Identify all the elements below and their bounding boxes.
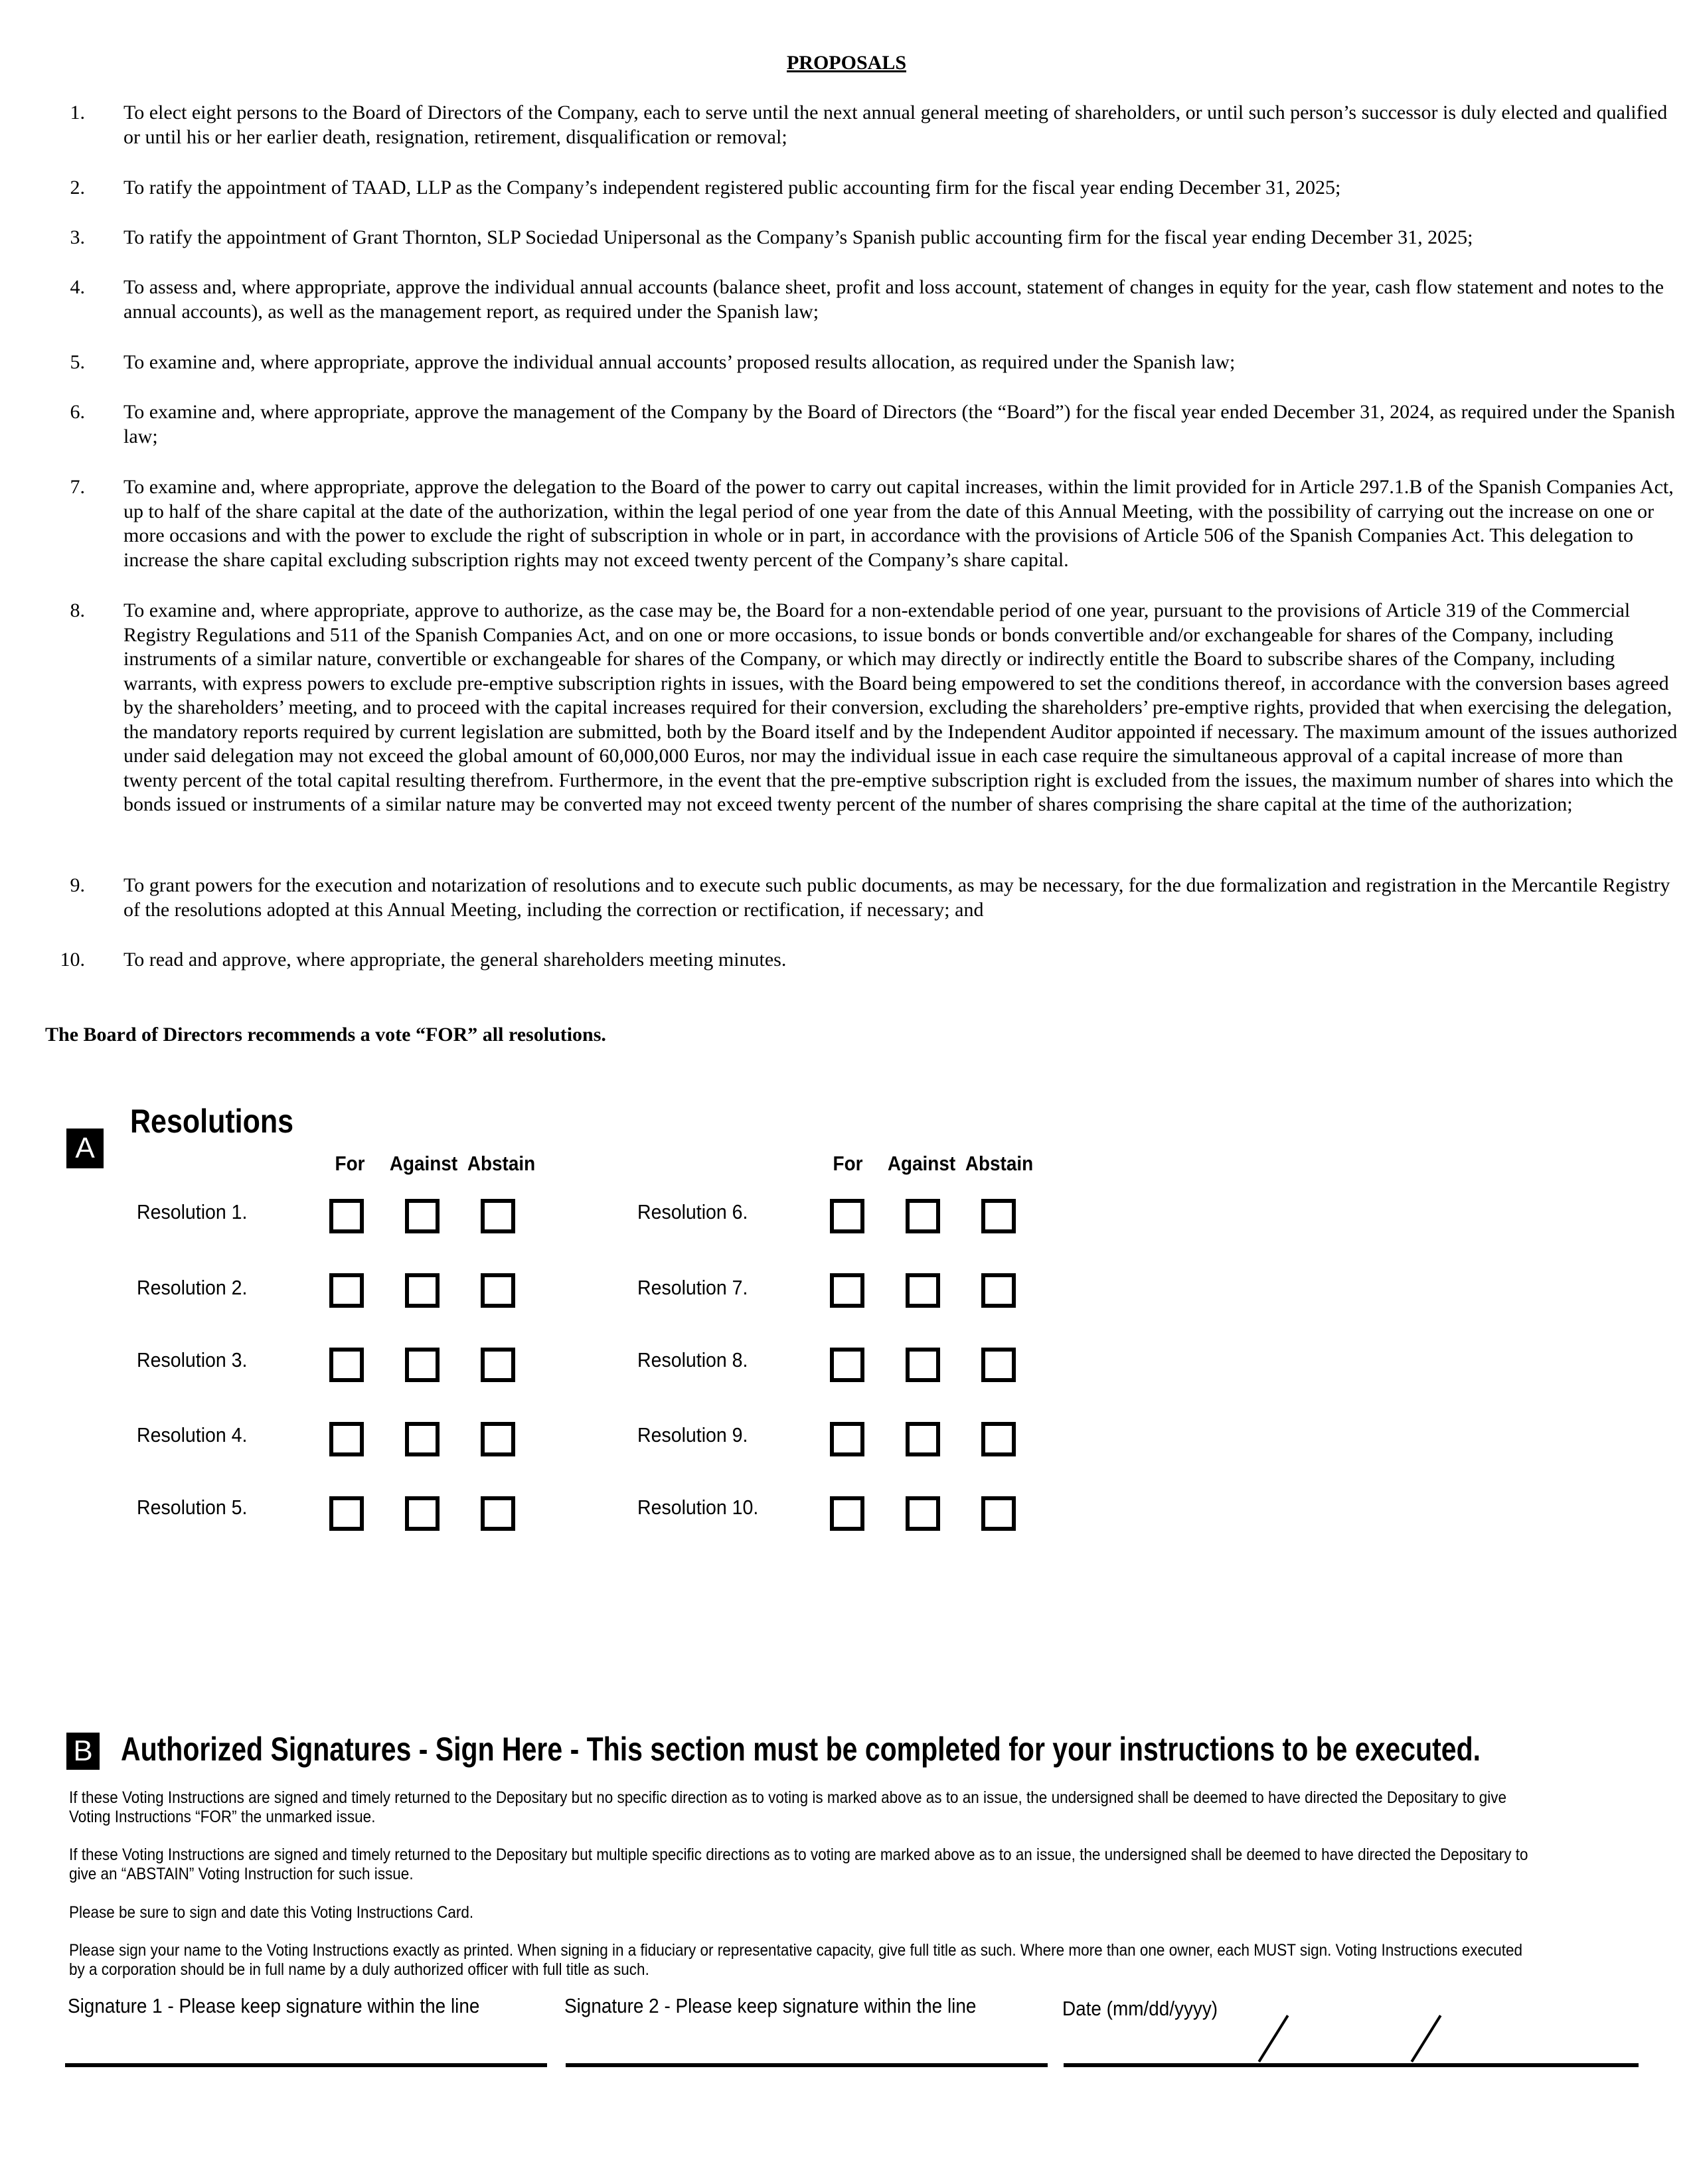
board-recommendation: The Board of Directors recommends a vote “FOR” all resolutions.	[45, 1024, 606, 1046]
instruction-note	[69, 1788, 1623, 1827]
resolution-8-against-checkbox[interactable]	[906, 1348, 940, 1382]
proposal-number: 8.	[70, 599, 85, 621]
proposal-text: To examine and, where appropriate, approve the individual annual accounts’ proposed results allocation, as required under the Spanish law;	[123, 351, 1236, 373]
proposal-number: 10.	[60, 949, 85, 971]
authorized-signatures-heading: Authorized Signatures - Sign Here - This section must be completed for your instructions to be executed.	[121, 1731, 1481, 1768]
proposal-number: 9.	[70, 874, 85, 896]
resolution-label: Resolution 8.	[637, 1348, 748, 1371]
note-line: If these Voting Instructions are signed and timely returned to the Depositary but no specific direction as to voting is marked above as to an issue, the undersigned shall be deemed to have directed the Depositary to give	[69, 1788, 1507, 1807]
resolution-3-abstain-checkbox[interactable]	[481, 1348, 515, 1382]
resolution-6-abstain-checkbox[interactable]	[981, 1199, 1016, 1233]
date-line[interactable]	[1064, 2063, 1639, 2067]
proposal-text: To grant powers for the execution and notarization of resolutions and to execute such public documents, as may be necessary, for the due formalization and registration in the Mercantile Registry of the resolutions adopted at this Annual Meeting, including the correction or rectification, if necessary; and	[123, 874, 1670, 921]
date-separator-slash	[1411, 2015, 1442, 2063]
resolution-1-for-checkbox[interactable]	[329, 1199, 364, 1233]
column-header-for: For	[335, 1152, 365, 1175]
column-header-against: Against	[389, 1152, 458, 1175]
signature-2-label: Signature 2 - Please keep signature within the line	[564, 1994, 977, 2017]
proposal-number: 6.	[70, 401, 85, 423]
proposal-number: 2.	[70, 177, 85, 198]
resolution-label: Resolution 4.	[137, 1423, 248, 1446]
resolution-10-abstain-checkbox[interactable]	[981, 1496, 1016, 1531]
resolution-label: Resolution 9.	[637, 1423, 748, 1446]
resolution-8-for-checkbox[interactable]	[830, 1348, 864, 1382]
resolution-10-for-checkbox[interactable]	[830, 1496, 864, 1531]
signature-1-label: Signature 1 - Please keep signature within the line	[68, 1994, 480, 2017]
column-header-abstain: Abstain	[965, 1152, 1034, 1175]
resolution-5-for-checkbox[interactable]	[329, 1496, 364, 1531]
proposal-number: 3.	[70, 226, 85, 248]
note-line: by a corporation should be in full name by a duly authorized officer with full title as such.	[69, 1960, 649, 1979]
resolution-5-against-checkbox[interactable]	[405, 1496, 440, 1531]
resolution-label: Resolution 2.	[137, 1276, 248, 1299]
note-line: Please sign your name to the Voting Instructions exactly as printed. When signing in a fiduciary or representative capacity, give full title as such. Where more than one owner, each MUST sign. Voting Instructions executed	[69, 1941, 1523, 1960]
resolutions-heading: Resolutions	[130, 1103, 294, 1140]
note-line: give an “ABSTAIN” Voting Instruction for such issue.	[69, 1865, 414, 1883]
signature-1-line[interactable]	[65, 2063, 547, 2067]
note-line: Please be sure to sign and date this Voting Instructions Card.	[69, 1903, 474, 1922]
resolution-1-against-checkbox[interactable]	[405, 1199, 440, 1233]
instruction-note	[69, 1941, 1623, 1980]
resolution-3-against-checkbox[interactable]	[405, 1348, 440, 1382]
resolution-6-for-checkbox[interactable]	[830, 1199, 864, 1233]
resolution-2-against-checkbox[interactable]	[405, 1273, 440, 1308]
section-a-badge: A	[66, 1129, 104, 1168]
instruction-note	[69, 1903, 1623, 1922]
proposal-text: To examine and, where appropriate, approve the delegation to the Board of the power to carry out capital increases, within the limit provided for in Article 297.1.B of the Spanish Companies Act, up to half of the share capital at the date of the authorization, within the legal period of one year from the date of this Annual Meeting, with the possibility of carrying out the increase on one or more occasions and with the power to exclude the right of subscription in whole or in part, in accordance with the provisions of Article 506 of the Spanish Companies Act. This delegation to increase the share capital excluding subscription rights may not exceed twenty percent of the Company’s share capital.	[123, 476, 1674, 571]
proposal-text: To elect eight persons to the Board of Directors of the Company, each to serve until the next annual general meeting of shareholders, or until such person’s successor is duly elected and qualified or until his or her earlier death, resignation, retirement, disqualification or removal;	[123, 102, 1668, 148]
proposal-text: To examine and, where appropriate, approve the management of the Company by the Board of Directors (the “Board”) for the fiscal year ended December 31, 2024, as required under the Spanish law;	[123, 401, 1676, 447]
resolution-label: Resolution 3.	[137, 1348, 248, 1371]
proposal-text: To examine and, where appropriate, approve to authorize, as the case may be, the Board for a non-extendable period of one year, pursuant to the provisions of Article 319 of the Commercial Registry Regulations and 511 of the Spanish Companies Act, and on one or more occasions, to issue bonds or bonds convertible and/or exchangeable for shares of the Company, including instruments of a similar nature, convertible or exchangeable for shares of the Company, or which may directly or indirectly entitle the Board to subscribe shares of the Company, including warrants, with express powers to exclude pre-emptive subscription rights in issues, with the Board being empowered to set the conditions thereof, in accordance with the conversion bases agreed by the shareholders’ meeting, and to proceed with the capital increases required for their conversion, excluding the shareholders’ pre-emptive rights, provided that when exercising the delegation, the mandatory reports required by current legislation are submitted, both by the Board itself and by the Independent Auditor appointed if necessary. The maximum amount of the issues authorized under said delegation may not exceed the global amount of 60,000,000 Euros, nor may the individual issue in each case require the simultaneous approval of a capital increase of more than twenty percent of the total capital resulting therefrom. Furthermore, in the event that the pre-emptive subscription right is excluded from the issues, the maximum number of shares into which the bonds issued or instruments of a similar nature may be converted may not exceed twenty percent of the number of shares comprising the share capital at the time of the authorization;	[123, 599, 1678, 815]
resolution-1-abstain-checkbox[interactable]	[481, 1199, 515, 1233]
note-line: If these Voting Instructions are signed and timely returned to the Depositary but multiple specific directions as to voting are marked above as to an issue, the undersigned shall be deemed to have directed the Depositary to	[69, 1845, 1528, 1864]
resolution-9-for-checkbox[interactable]	[830, 1422, 864, 1456]
proposal-text: To ratify the appointment of Grant Thornton, SLP Sociedad Unipersonal as the Company’s Spanish public accounting firm for the fiscal year ending December 31, 2025;	[123, 226, 1473, 248]
note-line: Voting Instructions “FOR” the unmarked issue.	[69, 1808, 376, 1826]
proposal-number: 5.	[70, 351, 85, 373]
resolution-label: Resolution 7.	[637, 1276, 748, 1299]
date-separator-slash	[1258, 2015, 1289, 2063]
resolution-4-against-checkbox[interactable]	[405, 1422, 440, 1456]
proposal-number: 4.	[70, 276, 85, 298]
column-header-against: Against	[887, 1152, 956, 1175]
resolution-label: Resolution 1.	[137, 1200, 248, 1223]
resolution-10-against-checkbox[interactable]	[906, 1496, 940, 1531]
resolution-label: Resolution 10.	[637, 1496, 759, 1519]
resolution-4-abstain-checkbox[interactable]	[481, 1422, 515, 1456]
date-label: Date (mm/dd/yyyy)	[1062, 1997, 1218, 2020]
proposal-number: 1.	[70, 102, 85, 123]
resolution-6-against-checkbox[interactable]	[906, 1199, 940, 1233]
proposal-text: To assess and, where appropriate, approve the individual annual accounts (balance sheet, profit and loss account, statement of changes in equity for the year, cash flow statement and notes to the annual accounts), as well as the management report, as required under the Spanish law;	[123, 276, 1664, 323]
column-header-for: For	[833, 1152, 863, 1175]
resolution-2-abstain-checkbox[interactable]	[481, 1273, 515, 1308]
instruction-note	[69, 1845, 1623, 1884]
resolution-5-abstain-checkbox[interactable]	[481, 1496, 515, 1531]
resolution-7-abstain-checkbox[interactable]	[981, 1273, 1016, 1308]
resolution-7-for-checkbox[interactable]	[830, 1273, 864, 1308]
resolution-8-abstain-checkbox[interactable]	[981, 1348, 1016, 1382]
signature-2-line[interactable]	[566, 2063, 1048, 2067]
proposal-text: To ratify the appointment of TAAD, LLP as the Company’s independent registered public accounting firm for the fiscal year ending December 31, 2025;	[123, 177, 1341, 198]
proposal-number: 7.	[70, 476, 85, 498]
resolution-9-abstain-checkbox[interactable]	[981, 1422, 1016, 1456]
resolution-2-for-checkbox[interactable]	[329, 1273, 364, 1308]
resolution-3-for-checkbox[interactable]	[329, 1348, 364, 1382]
resolution-label: Resolution 6.	[637, 1200, 748, 1223]
proposal-text: To read and approve, where appropriate, the general shareholders meeting minutes.	[123, 949, 787, 971]
resolution-7-against-checkbox[interactable]	[906, 1273, 940, 1308]
resolution-label: Resolution 5.	[137, 1496, 248, 1519]
proposals-title: PROPOSALS	[786, 52, 907, 74]
resolution-4-for-checkbox[interactable]	[329, 1422, 364, 1456]
column-header-abstain: Abstain	[467, 1152, 536, 1175]
section-b-badge: B	[66, 1733, 100, 1770]
resolution-9-against-checkbox[interactable]	[906, 1422, 940, 1456]
